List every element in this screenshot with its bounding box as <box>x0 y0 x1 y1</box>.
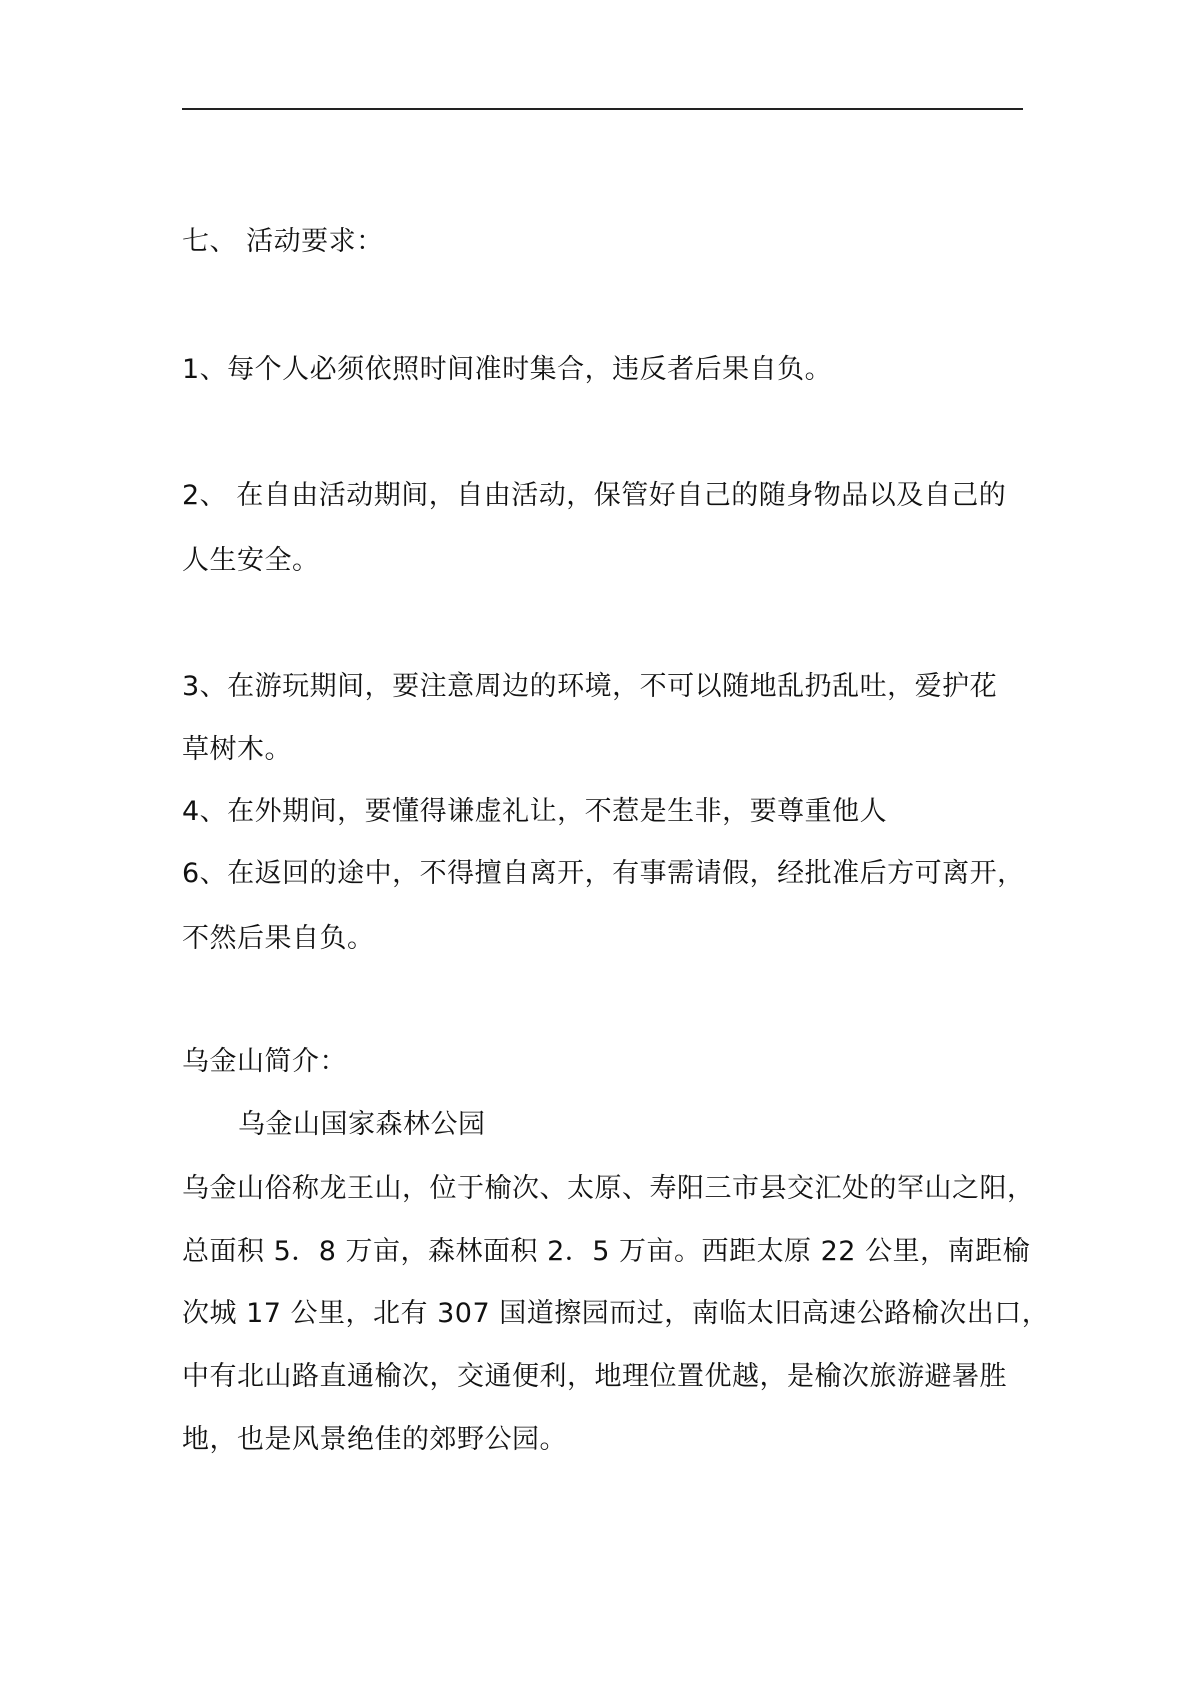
park-name: 乌金山国家森林公园 <box>238 1109 486 1140</box>
requirement-2-line-1: 2、 在自由活动期间，自由活动，保管好自己的随身物品以及自己的 <box>182 480 1007 511</box>
section-heading: 七、 活动要求： <box>182 226 384 257</box>
description-line-1: 乌金山俗称龙王山，位于榆次、太原、寿阳三市县交汇处的罕山之阳， <box>182 1173 1035 1204</box>
intro-heading: 乌金山简介： <box>182 1046 347 1077</box>
requirement-6-line-1: 6、在返回的途中，不得擅自离开，有事需请假，经批准后方可离开， <box>182 858 1025 889</box>
requirement-3-line-2: 草树木。 <box>182 734 292 765</box>
description-line-3: 次城 17 公里，北有 307 国道擦园而过，南临太旧高速公路榆次出口， <box>182 1298 1050 1329</box>
requirement-2-line-2: 人生安全。 <box>182 545 320 576</box>
requirement-1-line-1: 1、每个人必须依照时间准时集合，违反者后果自负。 <box>182 354 833 385</box>
header-rule <box>182 108 1023 110</box>
description-line-5: 地，也是风景绝佳的郊野公园。 <box>182 1424 567 1455</box>
requirement-6-line-2: 不然后果自负。 <box>182 923 375 954</box>
requirement-4-line-1: 4、在外期间，要懂得谦虚礼让，不惹是生非，要尊重他人 <box>182 796 888 827</box>
description-line-4: 中有北山路直通榆次，交通便利，地理位置优越，是榆次旅游避暑胜 <box>182 1361 1007 1392</box>
description-line-2: 总面积 5．8 万亩，森林面积 2．5 万亩。西距太原 22 公里，南距榆 <box>182 1236 1031 1267</box>
requirement-3-line-1: 3、在游玩期间，要注意周边的环境，不可以随地乱扔乱吐，爱护花 <box>182 671 998 702</box>
